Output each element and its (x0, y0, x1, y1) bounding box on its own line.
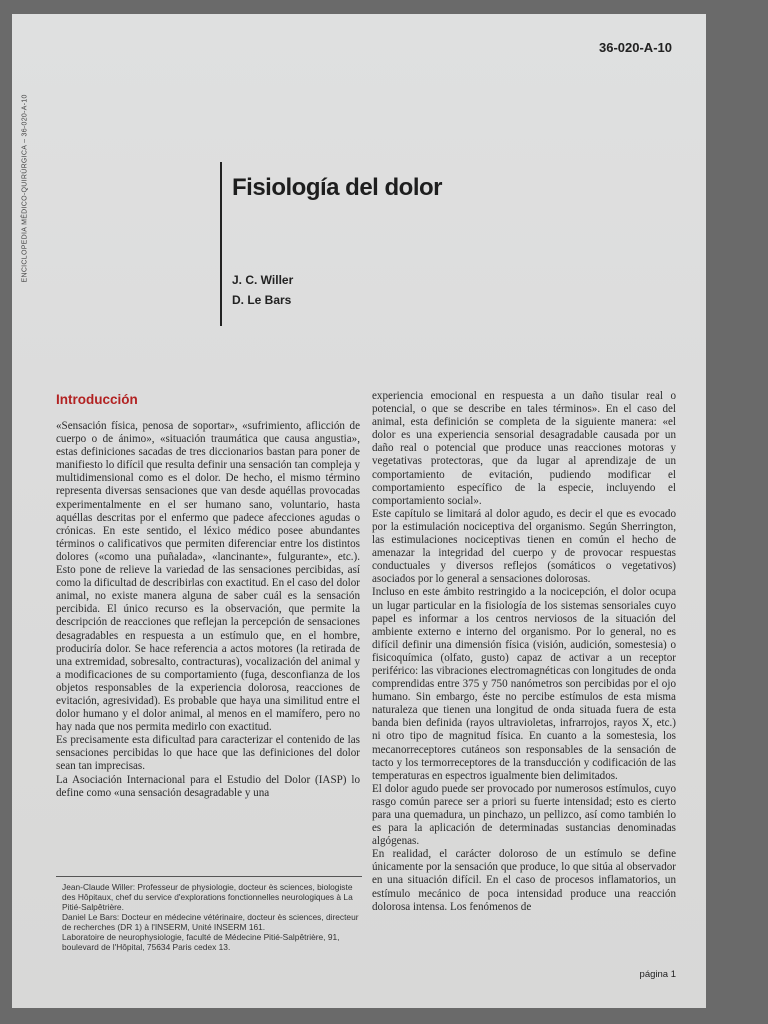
paragraph: El dolor agudo puede ser provocado por numerosos estímulos, cuyo rasgo común parece ser a priori su fuerte intensidad; esto es cierto para una quemadura, un pinchazo, un pellizco, así como también lo es para la aplicación de determinadas sustancias denominadas algógenas. (372, 782, 676, 848)
paragraph: Este capítulo se limitará al dolor agudo, es decir el que es evocado por la estimulación nociceptiva del organismo. Según Sherrington, las estimulaciones nociceptivas tienen en común el hecho de amenazar la integridad del cuerpo y de provocar respuestas conductuales y diversos reflejos (somáticos o vegetativos) asociados por lo general a sensaciones dolorosas. (372, 507, 676, 586)
right-column (372, 390, 676, 914)
document-page (12, 14, 706, 1008)
left-column (56, 420, 360, 800)
page-number: página 1 (639, 969, 676, 980)
side-margin-text: ENCICLOPEDIA MÉDICO-QUIRÚRGICA – 36-020-A-10 (21, 94, 29, 283)
author-2: D. Le Bars (232, 293, 292, 307)
paragraph: experiencia emocional en respuesta a un daño tisular real o potencial, o que se describe en tales términos». En el caso del animal, esta definición se completa de la siguiente manera: «el dolor es una experiencia sensorial desagradable causada por un daño real o potencial que produce unas reacciones motoras y vegetativas protectoras, que da lugar al aprendizaje de un comportamiento de evitación, pudiendo modificar el comportamiento específico de la especie, incluyendo el comportamiento social». (372, 390, 676, 507)
paragraph: En realidad, el carácter doloroso de un estímulo se define únicamente por la sensación que produce, lo que sitúa al observador en una situación difícil. En el caso de procesos inflamatorios, un estímulo mecánico de poca intensidad produce una reacción dolorosa intensa. Los fenómenos de (372, 848, 676, 913)
paragraph: «Sensación física, penosa de soportar», «sufrimiento, aflicción de cuerpo o de ánimo», «situación traumática que causa angustia», estas definiciones sacadas de tres diccionarios bastan para poner de manifiesto lo difícil que resulta definir una sensación tan compleja y multidimensional como es el dolor. De hecho, el mismo término representa diversas sensaciones que van desde aquéllas provocadas experimentalmente en el ser humano sano, voluntario, hasta aquéllas descritas por el enfermo que padece afecciones agudas o crónicas. En este sentido, el léxico médico posee abundantes términos o calificativos que permiten diferenciar entre los distintos dolores («como una puñalada», «lancinante», fulgurante», etc.). Esto pone de relieve la variedad de las sensaciones percibidas, así como la dificultad de describirlas con exactitud. En el caso del dolor animal, no existe manera alguna de saber cuál es la sensación percibida. El único recurso es la observación, que permite la descripción de reacciones que reflejan la percepción de sensaciones desagradables en respuesta a un estímulo que, en el hombre, produciría dolor. Se hace referencia a actos motores (la retirada de una extremidad, sobresalto, contracturas), vocalización del animal y a modificaciones de su comportamiento (fuga, desconfianza de los objetos responsables de la experiencia dolorosa, reacciones de evitación, agresividad). Es probable que haya una similitud entre el dolor humano y el dolor animal, al menos en el mamífero, pero no hay nada que nos permita medirlo con exactitud. (56, 420, 360, 734)
title-rule (220, 162, 222, 326)
footnotes (62, 882, 362, 952)
document-reference: 36-020-A-10 (599, 40, 672, 55)
paragraph: Es precisamente esta dificultad para caracterizar el contenido de las sensaciones percibidas lo que hace que las definiciones del dolor sean tan imprecisas. (56, 734, 360, 773)
footnote-divider (56, 876, 362, 877)
paragraph: La Asociación Internacional para el Estudio del Dolor (IASP) lo define como «una sensación desagradable y una (56, 773, 360, 799)
footnote: Laboratoire de neurophysiologie, faculté de Médecine Pitié-Salpêtrière, 91, boulevard de l'Hôpital, 75634 Paris cedex 13. (62, 932, 340, 952)
paragraph: Incluso en este ámbito restringido a la nocicepción, el dolor ocupa un lugar particular en la fisiología de los sistemas sensoriales cuyo papel es informar a los centros nerviosos de la situación del ambiente externo e interno del organismo. Por lo general, no es difícil definir una dimensión física (visión, audición, somestesia) o fisicoquímica (olfato, gusto) capaz de activar a un receptor periférico: las vibraciones electromagnéticas con longitudes de onda comprendidas entre 375 y 750 nanómetros son percibidas por el ojo humano. Sin embargo, éste no percibe estímulos de esta misma naturaleza que tienen una longitud de onda situada fuera de esta banda bien definida (rayos ultravioletas, infrarrojos, rayos X, etc.) ni otro tipo de magnitud física. En cuanto a la somestesia, los mecanorreceptores cutáneos son responsables de la sensación de tacto y los termorreceptores de la transducción y codificación de las temperaturas en espectros igualmente bien delimitados. (372, 586, 676, 782)
article-title: Fisiología del dolor (232, 174, 443, 201)
author-1: J. C. Willer (232, 273, 294, 287)
footnote: Jean-Claude Willer: Professeur de physiologie, docteur ès sciences, biologiste des Hôpitaux, chef du service d'explorations fonctionnelles neurologiques à La Pitié-Salpêtrière. (62, 882, 353, 912)
section-heading: Introducción (56, 392, 138, 407)
footnote: Daniel Le Bars: Docteur en médecine vétérinaire, docteur ès sciences, directeur de recherches (DR 1) à l'INSERM, Unité INSERM 161. (62, 912, 359, 932)
